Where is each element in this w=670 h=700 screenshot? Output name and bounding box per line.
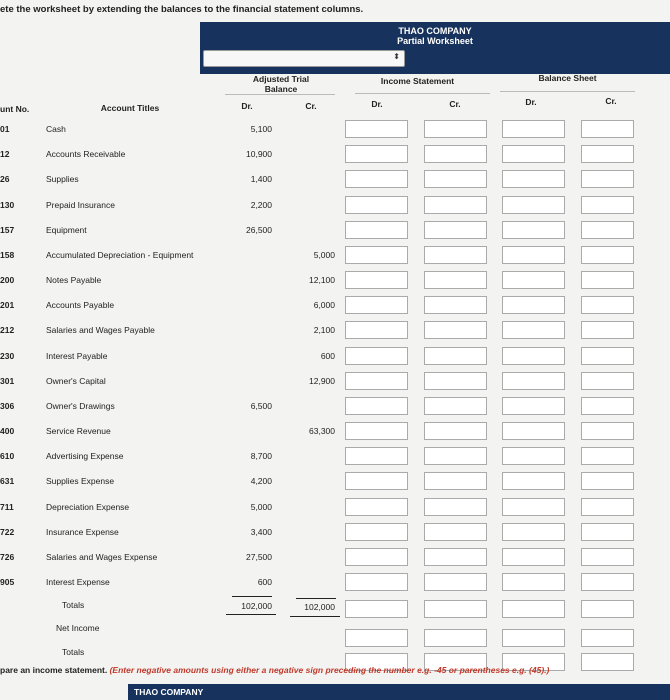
balance-cr-input[interactable] [581, 498, 634, 516]
adjusted-dr-value: 8,700 [250, 451, 272, 462]
divider [355, 93, 490, 94]
account-title: Interest Payable [46, 350, 108, 361]
account-title: Accounts Payable [46, 300, 115, 311]
balance-cr-input[interactable] [581, 145, 634, 163]
balance-cr-input[interactable] [581, 246, 634, 264]
balance-cr-input-totals[interactable] [581, 600, 634, 618]
balance-dr-input[interactable] [502, 246, 565, 264]
totals-cr-value: 102,000 [304, 602, 335, 612]
worksheet-title: Partial Worksheet [397, 36, 473, 46]
income-dr-input[interactable] [345, 196, 408, 214]
balance-cr-input-final-totals[interactable] [581, 653, 634, 671]
income-dr-input[interactable] [345, 523, 408, 541]
total-underline [296, 598, 336, 599]
adjusted-cr-value: 12,100 [309, 275, 335, 285]
balance-dr-input-totals[interactable] [502, 600, 565, 618]
balance-dr-input[interactable] [502, 347, 565, 365]
balance-cr-input[interactable] [581, 472, 634, 490]
balance-cr-input[interactable] [581, 221, 634, 239]
account-title: Insurance Expense [46, 526, 119, 537]
balance-dr-input[interactable] [502, 447, 565, 465]
account-number: 722 [0, 526, 15, 537]
balance-cr-input[interactable] [581, 573, 634, 591]
income-cr-input[interactable] [424, 296, 487, 314]
account-number: 12 [0, 149, 10, 160]
account-title: Equipment [46, 224, 87, 235]
account-number: 301 [0, 375, 15, 386]
balance-dr-input[interactable] [502, 472, 565, 490]
adjusted-cr-value: 63,300 [309, 426, 335, 436]
account-title: Owner's Drawings [46, 400, 115, 411]
account-title: Owner's Capital [46, 375, 106, 386]
balance-dr-input[interactable] [502, 548, 565, 566]
income-cr-input[interactable] [424, 523, 487, 541]
account-number: 905 [0, 577, 15, 587]
balance-cr-input[interactable] [581, 347, 634, 365]
account-number: 212 [0, 325, 15, 336]
balance-dr-input[interactable] [502, 170, 565, 188]
account-title: Notes Payable [46, 275, 102, 285]
account-title: Cash [46, 124, 66, 134]
total-underline [232, 596, 272, 597]
income-cr-input[interactable] [424, 573, 487, 591]
account-title: Salaries and Wages Expense [46, 551, 158, 562]
income-cr-input[interactable] [424, 120, 487, 138]
account-number: 631 [0, 476, 15, 487]
adjusted-cr-value: 5,000 [313, 249, 335, 260]
balance-dr-input[interactable] [502, 321, 565, 339]
income-cr-input[interactable] [424, 498, 487, 516]
adjusted-dr-value: 4,200 [250, 476, 272, 487]
account-number: 158 [0, 249, 15, 260]
adjusted-trial-balance-header: Adjusted Trial Balance [252, 74, 310, 94]
adjusted-dr-value: 27,500 [246, 551, 272, 562]
balance-cr-input[interactable] [581, 447, 634, 465]
balance-cr-input[interactable] [581, 271, 634, 289]
account-title: Depreciation Expense [46, 501, 130, 512]
account-title: Supplies [46, 174, 79, 185]
is-cr-header: Cr. [449, 99, 461, 109]
income-dr-input[interactable] [345, 447, 408, 465]
income-dr-input[interactable] [345, 170, 408, 188]
balance-cr-input[interactable] [581, 321, 634, 339]
income-cr-input[interactable] [424, 472, 487, 490]
net-income-label: Net Income [56, 623, 100, 633]
adjusted-dr-value: 1,400 [250, 174, 272, 185]
income-dr-input[interactable] [345, 422, 408, 440]
income-cr-input[interactable] [424, 321, 487, 339]
account-title: Prepaid Insurance [46, 199, 115, 210]
adjusted-dr-value: 600 [257, 577, 272, 587]
atb-cr-header: Cr. [305, 101, 317, 111]
divider [500, 91, 635, 92]
income-dr-input[interactable] [345, 347, 408, 365]
balance-cr-input-net-income[interactable] [581, 629, 634, 647]
income-cr-input[interactable] [424, 372, 487, 390]
total-underline [290, 616, 340, 617]
income-cr-input[interactable] [424, 271, 487, 289]
updown-arrow-icon: ⬍ [393, 52, 400, 61]
balance-cr-input[interactable] [581, 422, 634, 440]
income-dr-input[interactable] [345, 221, 408, 239]
balance-dr-input[interactable] [502, 422, 565, 440]
income-statement-header: Income Statement [380, 76, 455, 86]
balance-cr-input[interactable] [581, 120, 634, 138]
income-dr-input[interactable] [345, 246, 408, 264]
income-dr-input-totals[interactable] [345, 600, 408, 618]
adjusted-dr-value: 10,900 [246, 149, 272, 160]
account-number: 200 [0, 275, 15, 285]
account-title: Service Revenue [46, 426, 111, 436]
balance-dr-input[interactable] [502, 498, 565, 516]
account-number: 157 [0, 224, 15, 235]
balance-dr-input[interactable] [502, 573, 565, 591]
income-dr-input[interactable] [345, 145, 408, 163]
account-number: 726 [0, 551, 15, 562]
account-number: 400 [0, 426, 15, 436]
income-dr-input[interactable] [345, 548, 408, 566]
income-cr-input[interactable] [424, 397, 487, 415]
income-cr-input-net-income[interactable] [424, 629, 487, 647]
income-cr-input[interactable] [424, 145, 487, 163]
account-number: 26 [0, 174, 10, 185]
balance-dr-input[interactable] [502, 221, 565, 239]
income-dr-input[interactable] [345, 397, 408, 415]
income-dr-input[interactable] [345, 120, 408, 138]
period-select[interactable] [203, 50, 405, 67]
balance-dr-input[interactable] [502, 372, 565, 390]
balance-cr-input[interactable] [581, 170, 634, 188]
adjusted-cr-value: 2,100 [313, 325, 335, 336]
bs-dr-header: Dr. [525, 97, 537, 107]
balance-dr-input[interactable] [502, 397, 565, 415]
balance-cr-input[interactable] [581, 372, 634, 390]
balance-dr-input[interactable] [502, 296, 565, 314]
balance-cr-input[interactable] [581, 548, 634, 566]
account-number: 230 [0, 350, 15, 361]
adjusted-dr-value: 2,200 [250, 199, 272, 210]
account-title: Advertising Expense [46, 451, 124, 462]
totals-label: Totals [62, 600, 85, 610]
income-dr-input[interactable] [345, 573, 408, 591]
adjusted-cr-value: 6,000 [313, 300, 335, 311]
income-cr-input-totals[interactable] [424, 600, 487, 618]
income-cr-input[interactable] [424, 196, 487, 214]
balance-dr-input-net-income[interactable] [502, 629, 565, 647]
adjusted-dr-value: 26,500 [246, 224, 272, 235]
income-cr-input[interactable] [424, 548, 487, 566]
balance-cr-input[interactable] [581, 397, 634, 415]
adjusted-dr-value: 3,400 [250, 526, 272, 537]
account-number: 01 [0, 124, 10, 134]
account-titles-header: Account Titles [100, 103, 160, 113]
income-dr-input[interactable] [345, 296, 408, 314]
balance-dr-input[interactable] [502, 523, 565, 541]
income-dr-input[interactable] [345, 472, 408, 490]
balance-dr-input[interactable] [502, 196, 565, 214]
company-name: THAO COMPANY [398, 26, 472, 36]
divider [225, 94, 335, 95]
account-number: 201 [0, 300, 15, 311]
balance-sheet-header: Balance Sheet [538, 73, 597, 83]
account-title: Supplies Expense [46, 476, 115, 487]
account-no-header: unt No. [0, 104, 30, 114]
instructions-text: ete the worksheet by extending the balances to the financial statement columns. [0, 4, 364, 15]
account-title: Accounts Receivable [46, 149, 126, 160]
bs-cr-header: Cr. [605, 96, 617, 106]
total-underline [226, 614, 276, 615]
balance-cr-input[interactable] [581, 523, 634, 541]
atb-dr-header: Dr. [241, 101, 253, 111]
account-number: 610 [0, 451, 15, 462]
balance-cr-input[interactable] [581, 196, 634, 214]
income-cr-input[interactable] [424, 246, 487, 264]
is-dr-header: Dr. [371, 99, 383, 109]
income-cr-input[interactable] [424, 347, 487, 365]
bottom-company-name: THAO COMPANY [134, 687, 204, 697]
final-totals-label: Totals [62, 647, 85, 657]
income-cr-input[interactable] [424, 170, 487, 188]
income-dr-input[interactable] [345, 372, 408, 390]
instructions-bottom: pare an income statement. (Enter negative amounts using either a negative sign preceding the number e.g. -45 or parentheses e.g. (45).) [0, 665, 550, 675]
balance-dr-input[interactable] [502, 271, 565, 289]
income-cr-input[interactable] [424, 447, 487, 465]
income-dr-input-net-income[interactable] [345, 629, 408, 647]
income-dr-input[interactable] [345, 498, 408, 516]
account-number: 306 [0, 400, 15, 411]
income-dr-input[interactable] [345, 271, 408, 289]
adjusted-cr-value: 12,900 [309, 375, 335, 386]
account-title: Interest Expense [46, 577, 110, 587]
income-dr-input[interactable] [345, 321, 408, 339]
account-number: 130 [0, 199, 15, 210]
income-cr-input[interactable] [424, 221, 487, 239]
balance-cr-input[interactable] [581, 296, 634, 314]
adjusted-dr-value: 5,100 [250, 124, 272, 134]
totals-dr-value: 102,000 [241, 601, 272, 611]
account-number: 711 [0, 501, 14, 512]
income-cr-input[interactable] [424, 422, 487, 440]
balance-dr-input[interactable] [502, 120, 565, 138]
balance-dr-input[interactable] [502, 145, 565, 163]
adjusted-cr-value: 600 [320, 350, 335, 361]
adjusted-dr-value: 6,500 [250, 400, 272, 411]
account-title: Salaries and Wages Payable [46, 325, 155, 336]
adjusted-dr-value: 5,000 [250, 501, 272, 512]
account-title: Accumulated Depreciation - Equipment [46, 249, 194, 260]
income-statement-title-bar [128, 684, 670, 700]
